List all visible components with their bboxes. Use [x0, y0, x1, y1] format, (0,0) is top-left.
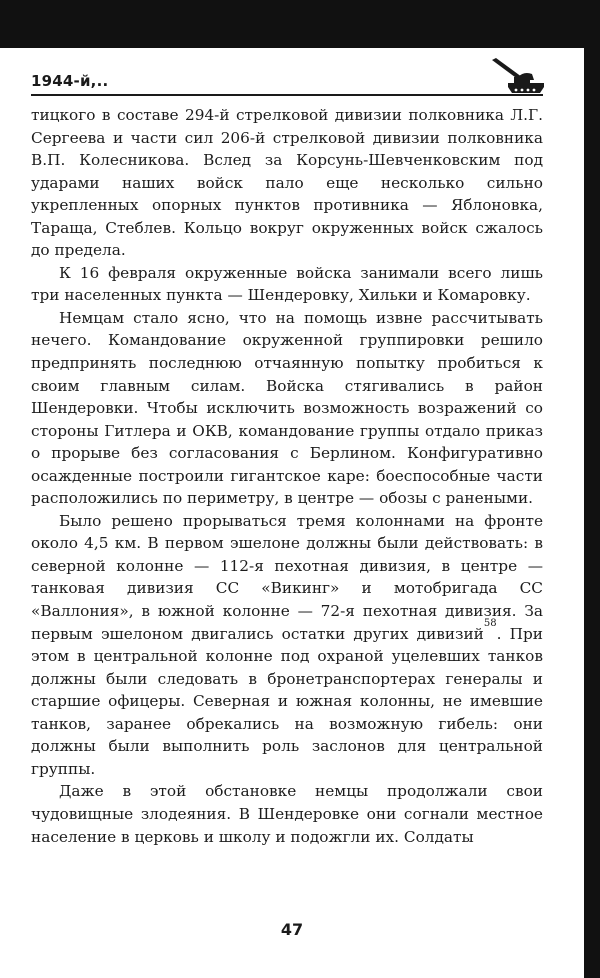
body-text	[31, 104, 543, 848]
paragraph-4-text-b: . При этом в центральной колонне под охраной уцелевших танков должны были следовать в бронетранспортерах генералы и старшие офицеры. Северная и южная колонны, не имевшие танков, заранее обрекались на возможную гибель: они должны были выполнить роль заслонов для центральной группы.	[31, 624, 543, 778]
page-number: 47	[280, 920, 304, 939]
header-rule	[31, 94, 543, 96]
paragraph-5: Даже в этой обстановке немцы продолжали свои чудовищные злодеяния. В Шендеровке они согнали местное население в церковь и школу и подожгли их. Солдаты	[31, 782, 543, 846]
paragraph-3: Немцам стало ясно, что на помощь извне рассчитывать нечего. Командование окруженной группировки решило предпринять последнюю отчаянную попытку пробиться к своим главным силам. Войска стягивались в район Шендеровки. Чтобы исключить возможность возражений со стороны Гитлера и ОКВ, командование группы отдало приказ о прорыве без согласования с Берлином. Конфигуративно осажденные построили гигантское каре: боеспособные части расположились по периметру, в центре — обозы с ранеными.	[31, 308, 543, 508]
running-head: 1944-й,..	[31, 72, 109, 90]
right-black-border	[584, 0, 600, 978]
paragraph-4-text-a: Было решено прорываться тремя колоннами на фронте около 4,5 км. В первом эшелоне должны были действовать: в северной колонне — 112-я пехотная дивизия, в центре — танковая дивизия СС «Викинг» и мотобригада СС «Валлония», в южной колонне — 72-я пехотная дивизия. За первым эшелоном двигались остатки других дивизий	[31, 511, 543, 643]
tank-icon	[490, 56, 546, 96]
footnote-reference: 58	[483, 618, 497, 630]
paragraph-1: тицкого в составе 294-й стрелковой дивизии полковника Л.Г. Сергеева и части сил 206-й стрелковой дивизии полковника В.П. Колесникова. Вслед за Корсунь-Шевченковским под ударами наших войск пало еще несколько сильно укрепленных опорных пунктов противника — Яблоновка, Тараща, Стеблев. Кольцо вокруг окруженных войск сжалось до предела.	[31, 106, 543, 260]
paragraph-4	[31, 510, 543, 781]
top-black-border	[0, 0, 600, 48]
paragraph-2: К 16 февраля окруженные войска занимали всего лишь три населенных пункта — Шендеровку, Хильки и Комаровку.	[31, 263, 543, 305]
